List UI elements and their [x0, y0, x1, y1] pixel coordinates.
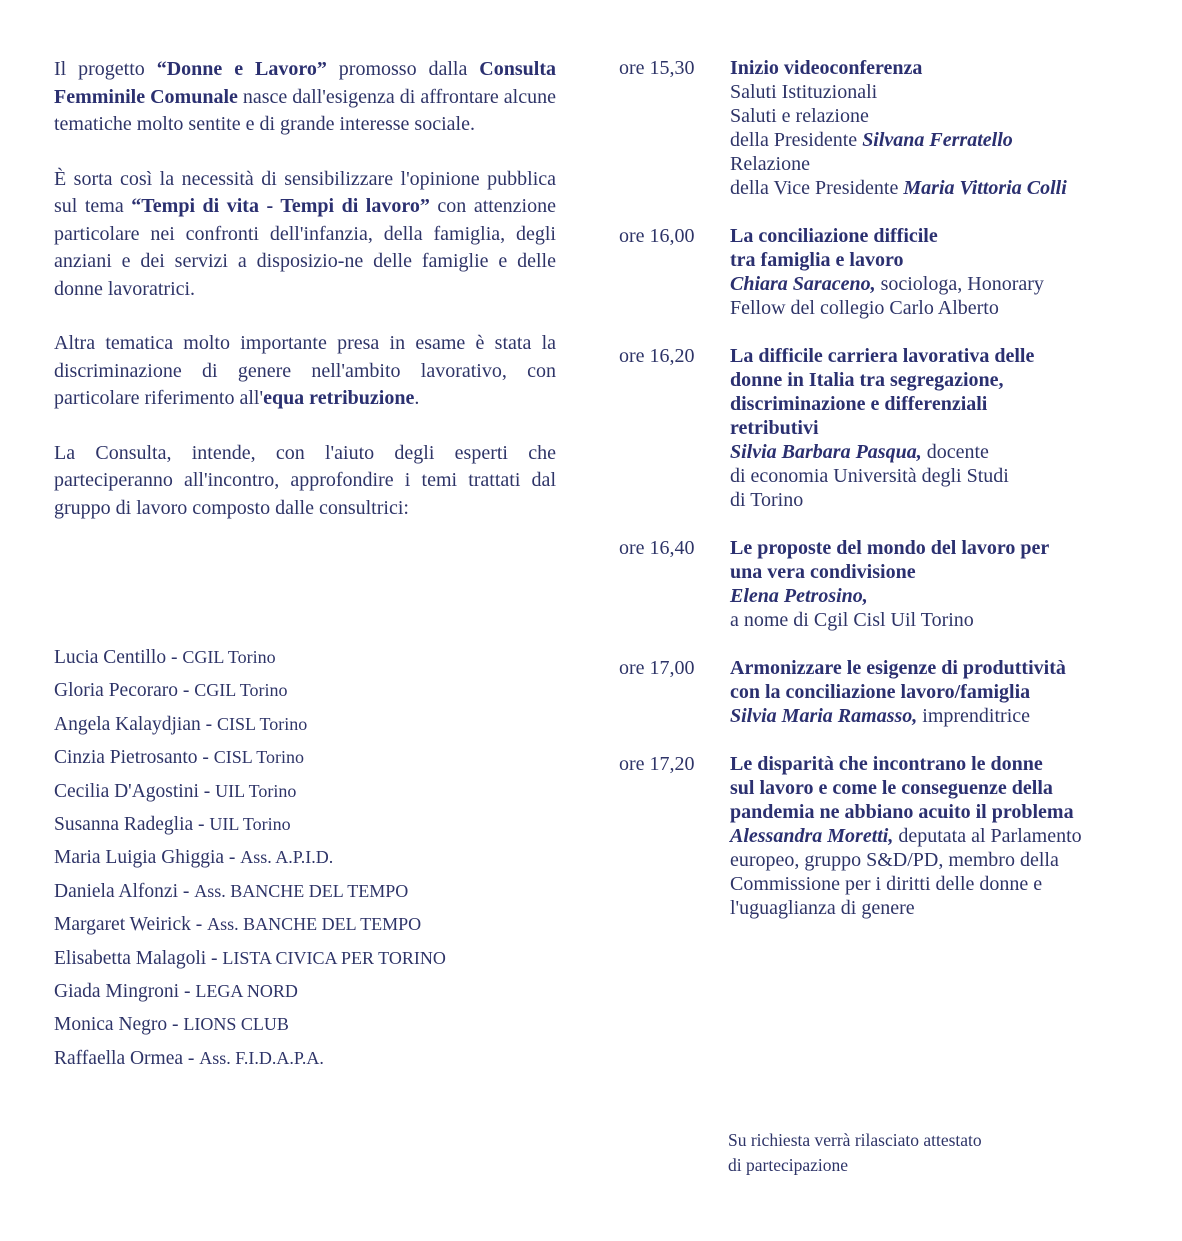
program-slot — [619, 752, 1159, 920]
intro-column — [54, 56, 556, 549]
member-organization: CGIL Torino — [194, 680, 288, 701]
program-slot — [619, 224, 1159, 320]
project-name: “Donne e Lavoro” — [156, 58, 327, 80]
detail-text: Saluti e relazione — [730, 105, 869, 127]
member-organization: LEGA NORD — [195, 980, 298, 1001]
member-name: Cinzia Pietrosanto - — [54, 747, 214, 769]
slot-title: Le disparità che incontrano le donne — [730, 753, 1043, 775]
list-item — [54, 843, 574, 876]
list-item — [54, 743, 574, 776]
note-line-1: Su richiesta verrà rilasciato attestato — [728, 1130, 982, 1150]
intro-paragraph-4: La Consulta, intende, con l'aiuto degli esperti che parteciperanno all'incontro, approfondire i temi trattati dal gruppo di lavoro composto dalle consultrici: — [54, 441, 556, 519]
member-organization: LISTA CIVICA PER TORINO — [222, 947, 446, 968]
slot-time: ore 16,40 — [619, 537, 695, 559]
slot-time: ore 17,20 — [619, 753, 695, 775]
list-item — [54, 676, 574, 709]
list-item — [54, 910, 574, 943]
detail-text: della Vice Presidente — [730, 177, 904, 199]
list-item — [54, 877, 574, 910]
member-name: Giada Mingroni - — [54, 980, 196, 1002]
member-organization: UIL Torino — [215, 780, 297, 801]
slot-title: tra famiglia e lavoro — [730, 249, 904, 271]
slot-title: La difficile carriera lavorativa delle — [730, 345, 1035, 367]
slot-detail — [730, 488, 1159, 512]
slot-detail — [730, 272, 1159, 296]
organization-name: Consulta Femminile Comunale — [54, 58, 556, 108]
slot-body — [730, 656, 1159, 728]
slot-title: Armonizzare le esigenze di produttività — [730, 657, 1066, 679]
list-item — [54, 1010, 574, 1043]
slot-time: ore 16,00 — [619, 225, 695, 247]
member-name: Daniela Alfonzi - — [54, 880, 195, 902]
slot-detail — [730, 704, 1159, 728]
list-item — [54, 810, 574, 843]
speaker-name: Silvana Ferratello — [862, 129, 1013, 151]
slot-detail — [730, 464, 1159, 488]
program-slot — [619, 536, 1159, 632]
slot-title: con la conciliazione lavoro/famiglia — [730, 681, 1031, 703]
intro-paragraph-1: Il progetto “Donne e Lavoro” promosso dalla Consulta Femminile Comunale nasce dall'esigenza di affrontare alcune tematiche molto sentite e di grande interesse sociale. — [54, 58, 556, 135]
list-item — [54, 1044, 574, 1077]
slot-detail — [730, 104, 1159, 128]
detail-text: Relazione — [730, 153, 810, 175]
slot-detail — [730, 128, 1159, 152]
member-name: Gloria Pecoraro - — [54, 680, 195, 702]
member-organization: Ass. BANCHE DEL TEMPO — [207, 914, 422, 935]
member-name: Susanna Radeglia - — [54, 813, 210, 835]
detail-text: Fellow del collegio Carlo Alberto — [730, 297, 999, 319]
member-organization: CISL Torino — [216, 713, 308, 734]
detail-text: imprenditrice — [917, 705, 1030, 727]
slot-title: Inizio videoconferenza — [730, 57, 923, 79]
member-organization: Ass. BANCHE DEL TEMPO — [194, 880, 409, 901]
slot-body — [730, 56, 1159, 200]
program-slot — [619, 656, 1159, 728]
slot-detail — [730, 608, 1159, 632]
program-slot — [619, 56, 1159, 200]
members-list — [54, 643, 574, 1077]
slot-title: discriminazione e differenziali — [730, 393, 988, 415]
detail-text: di economia Università degli Studi — [730, 465, 1009, 487]
list-item — [54, 944, 574, 977]
member-organization: LIONS CLUB — [183, 1014, 289, 1035]
attendance-note — [728, 1128, 982, 1178]
member-name: Elisabetta Malagoli - — [54, 947, 223, 969]
slot-body — [730, 536, 1159, 632]
speaker-name: Maria Vittoria Colli — [903, 177, 1067, 199]
slot-detail — [730, 176, 1159, 200]
slot-detail — [730, 584, 1159, 608]
member-name: Raffaella Ormea - — [54, 1047, 200, 1069]
member-name: Margaret Weirick - — [54, 914, 208, 936]
speaker-name: Silvia Barbara Pasqua, — [730, 441, 922, 463]
theme-title: “Tempi di vita - Tempi di lavoro” — [131, 195, 430, 217]
detail-text: deputata al Parlamento — [893, 825, 1082, 847]
equal-pay-term: equa retribuzione — [263, 387, 415, 409]
slot-detail — [730, 80, 1159, 104]
detail-text: l'uguaglianza di genere — [730, 897, 915, 919]
intro-paragraph-2: È sorta così la necessità di sensibilizzare l'opinione pubblica sul tema “Tempi di vita - Tempi di lavoro” con attenzione particolare nei confronti dell'infanzia, della famiglia, degli anziani e dei servizi a disposizio-ne delle famiglie e delle donne lavoratrici. — [54, 167, 556, 300]
slot-detail — [730, 872, 1159, 896]
slot-time: ore 16,20 — [619, 345, 695, 367]
slot-time: ore 15,30 — [619, 57, 695, 79]
detail-text: a nome di Cgil Cisl Uil Torino — [730, 609, 974, 631]
slot-title: La conciliazione difficile — [730, 225, 938, 247]
slot-detail — [730, 824, 1159, 848]
member-name: Lucia Centillo - — [54, 647, 183, 668]
speaker-name: Elena Petrosino, — [730, 585, 868, 607]
list-item — [54, 710, 574, 743]
detail-text: docente — [921, 441, 989, 463]
detail-text: europeo, gruppo S&D/PD, membro della — [730, 849, 1059, 871]
slot-detail — [730, 896, 1159, 920]
member-organization: CISL Torino — [213, 747, 305, 768]
slot-detail — [730, 848, 1159, 872]
detail-text: Commissione per i diritti delle donne e — [730, 873, 1043, 895]
member-organization: CGIL Torino — [182, 647, 276, 667]
slot-body — [730, 752, 1159, 920]
slot-body — [730, 224, 1159, 320]
program-schedule — [619, 56, 1159, 944]
member-name: Cecilia D'Agostini - — [54, 780, 216, 802]
member-organization: Ass. A.P.I.D. — [240, 847, 334, 868]
detail-text: sociologa, Honorary — [875, 273, 1044, 295]
speaker-name: Alessandra Moretti, — [730, 825, 894, 847]
slot-detail — [730, 152, 1159, 176]
detail-text: della Presidente — [730, 129, 863, 151]
detail-text: Saluti Istituzionali — [730, 81, 878, 103]
speaker-name: Chiara Saraceno, — [730, 273, 876, 295]
member-name: Angela Kalaydjian - — [54, 713, 217, 735]
slot-title: una vera condivisione — [730, 561, 916, 583]
detail-text: di Torino — [730, 489, 804, 511]
program-slot — [619, 344, 1159, 512]
note-line-2: di partecipazione — [728, 1155, 849, 1175]
slot-detail — [730, 440, 1159, 464]
slot-time: ore 17,00 — [619, 657, 695, 679]
slot-title: Le proposte del mondo del lavoro per — [730, 537, 1050, 559]
list-item — [54, 977, 574, 1010]
member-organization: UIL Torino — [209, 813, 291, 834]
slot-body — [730, 344, 1159, 512]
slot-detail — [730, 296, 1159, 320]
slot-title: sul lavoro e come le conseguenze della — [730, 777, 1053, 799]
list-item — [54, 643, 574, 676]
member-name: Monica Negro - — [54, 1014, 184, 1036]
speaker-name: Silvia Maria Ramasso, — [730, 705, 918, 727]
intro-paragraph-3: Altra tematica molto importante presa in esame è stata la discriminazione di genere nell'ambito lavorativo, con particolare riferimento all'equa retribuzione. — [54, 332, 556, 409]
member-organization: Ass. F.I.D.A.P.A. — [199, 1047, 324, 1068]
slot-title: retributivi — [730, 417, 819, 439]
slot-title: donne in Italia tra segregazione, — [730, 369, 1004, 391]
list-item — [54, 777, 574, 810]
member-name: Maria Luigia Ghiggia - — [54, 847, 241, 869]
slot-title: pandemia ne abbiano acuito il problema — [730, 801, 1074, 823]
